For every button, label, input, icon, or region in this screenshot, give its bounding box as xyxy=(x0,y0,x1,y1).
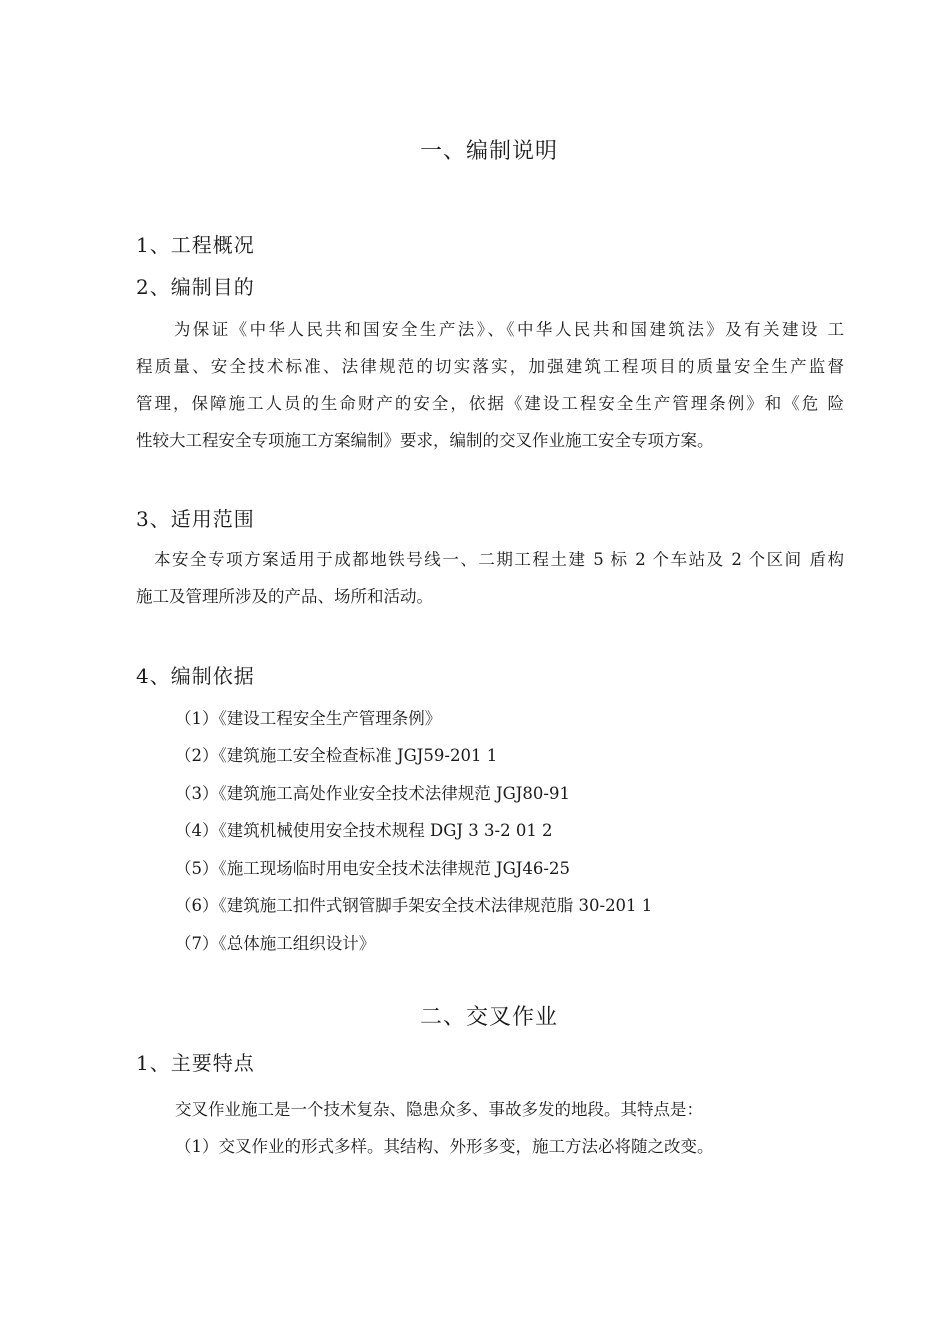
basis-item: （2）《建筑施工安全检查标准 JGJ59-201 1 xyxy=(175,746,498,765)
purpose-line: 程质量、安全技术标准、法律规范的切实落实，加强建筑工程项目的质量安全生产监督 xyxy=(136,357,844,376)
heading-main-features: 1、主要特点 xyxy=(136,1051,255,1075)
purpose-line: 为保证《中华人民共和国安全生产法》、《中华人民共和国建筑法》及有关建设 工 xyxy=(136,320,844,339)
heading-basis: 4、编制依据 xyxy=(136,664,255,688)
basis-item: （5）《施工现场临时用电安全技术法律规范 JGJ46-25 xyxy=(175,859,570,878)
scope-line: 本安全专项方案适用于成都地铁号线一、二期工程土建 5 标 2 个车站及 2 个区间 盾构 xyxy=(136,550,844,569)
basis-item: （3）《建筑施工高处作业安全技术法律规范 JGJ80-91 xyxy=(175,784,570,803)
scope-line: 施工及管理所涉及的产品、场所和活动。 xyxy=(136,587,433,606)
basis-item: （6）《建筑施工扣件式钢管脚手架安全技术法律规范脂 30-201 1 xyxy=(175,896,653,915)
basis-item: （4）《建筑机械使用安全技术规程 DGJ 3 3-2 01 2 xyxy=(175,821,553,840)
features-intro: 交叉作业施工是一个技术复杂、隐患众多、事故多发的地段。其特点是： xyxy=(175,1100,703,1119)
purpose-paragraph xyxy=(136,311,844,459)
scope-paragraph xyxy=(136,541,844,615)
feature-point: （1）交叉作业的形式多样。其结构、外形多变，施工方法必将随之改变。 xyxy=(175,1137,714,1156)
purpose-line: 性较大工程安全专项施工方案编制》要求，编制的交叉作业施工安全专项方案。 xyxy=(136,431,714,450)
section-1-title: 一、编制说明 xyxy=(419,139,558,164)
heading-project-overview: 1、工程概况 xyxy=(136,233,255,257)
heading-scope: 3、适用范围 xyxy=(136,507,255,531)
section-2-title: 二、交叉作业 xyxy=(419,1005,558,1030)
basis-item: （7）《总体施工组织设计》 xyxy=(175,934,376,953)
heading-purpose: 2、编制目的 xyxy=(136,275,255,299)
purpose-line: 管理，保障施工人员的生命财产的安全，依据《建设工程安全生产管理条例》和《危 险 xyxy=(136,394,844,413)
basis-item: （1）《建设工程安全生产管理条例》 xyxy=(175,709,442,728)
